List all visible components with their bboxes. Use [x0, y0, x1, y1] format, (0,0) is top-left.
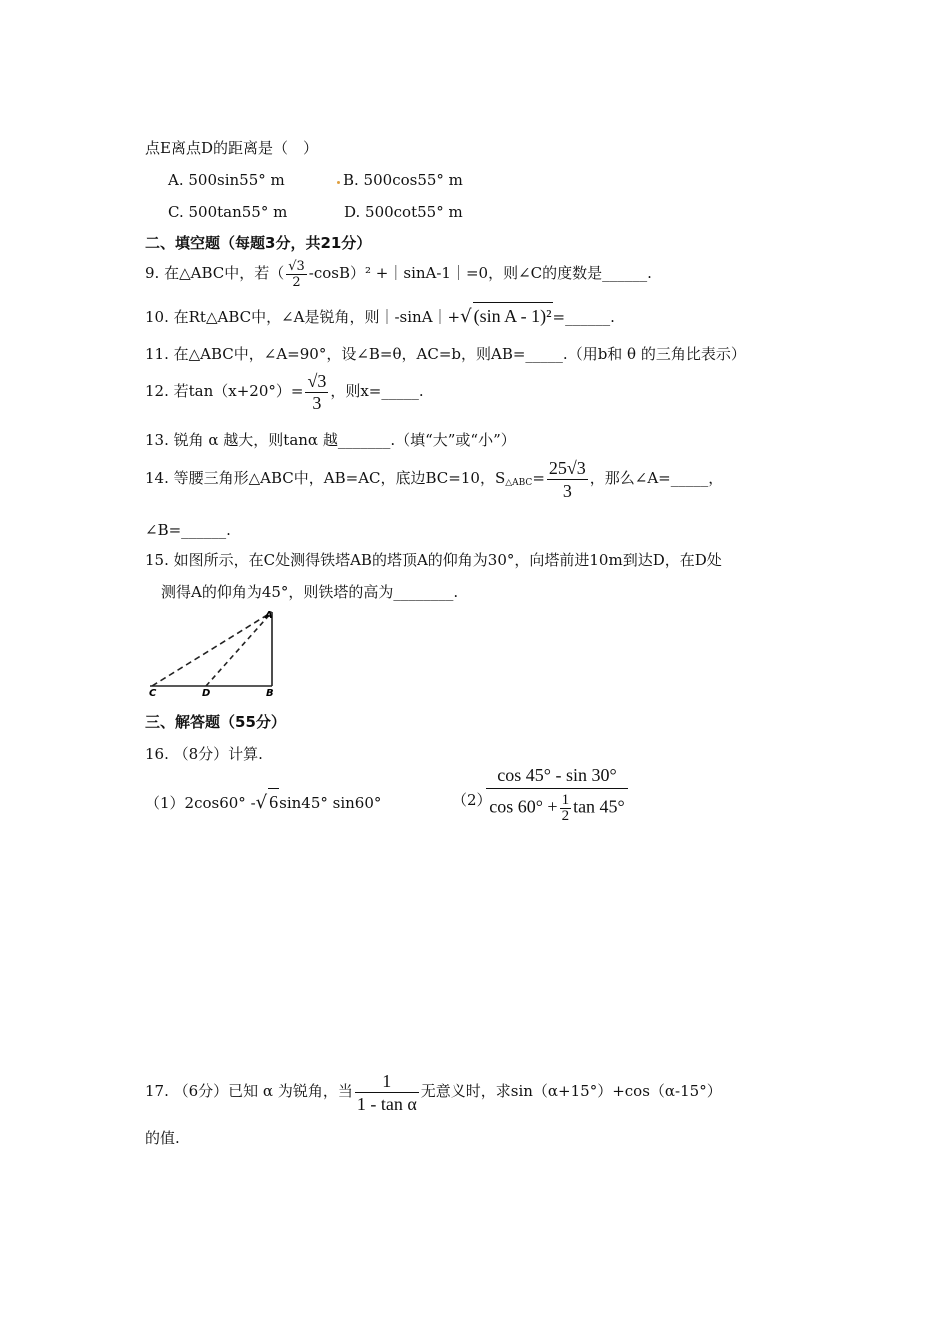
- label-c: C: [149, 688, 157, 698]
- section-2-title: 二、填空题（每题3分，共21分）: [145, 234, 372, 252]
- q11: 11. 在△ABC中，∠A=90°，设∠B=θ，AC=b，则AB=_____.（用b和 θ 的三角比表示）: [145, 345, 746, 363]
- q9-fraction-num: √3: [288, 258, 305, 274]
- q10: [145, 302, 615, 330]
- q16-title: 16. （8分）计算.: [145, 745, 263, 763]
- sightline-d: [206, 612, 272, 686]
- q15-line2: 测得A的仰角为45°，则铁塔的高为________.: [161, 583, 459, 601]
- marker-dot: [337, 181, 340, 184]
- q8-option-b: B. 500cos55° m: [343, 171, 463, 189]
- q17-prefix: 17. （6分）已知 α 为锐角，当: [145, 1082, 353, 1100]
- q15-line1: 15. 如图所示，在C处测得铁塔AB的塔顶A的仰角为30°，向塔前进10m到达D，在D处: [145, 551, 722, 569]
- q10-radicand: (sin A - 1)²: [473, 302, 553, 329]
- q8-option-b-row: [334, 170, 463, 190]
- q9-fraction: [286, 259, 307, 290]
- q16-half-den: 2: [561, 808, 570, 824]
- q17-line2: 的值.: [145, 1129, 180, 1147]
- q16-part2-den-a: cos 60° +: [489, 796, 558, 817]
- q12: [145, 368, 424, 414]
- sightline-c: [152, 612, 272, 686]
- q16-part1-radicand: 6: [268, 788, 279, 815]
- q14-equals: =: [532, 469, 545, 487]
- q16-part1-prefix: （1）2cos60° -: [145, 794, 256, 812]
- q17-fraction-num: 1: [382, 1070, 392, 1091]
- q10-prefix: 10. 在Rt△ABC中，∠A是锐角，则｜-sinA｜+: [145, 308, 461, 326]
- q9-prefix: 9. 在△ABC中，若（: [145, 264, 285, 282]
- radical-sign: √: [460, 306, 472, 327]
- q17-suffix: 无意义时，求sin（α+15°）+cos（α-15°）: [420, 1082, 722, 1100]
- q14-fraction-num: 25√3: [548, 457, 586, 478]
- q9-suffix: -cosB）² +｜sinA-1｜=0，则∠C的度数是______.: [308, 264, 652, 282]
- q12-prefix: 12. 若tan（x+20°）=: [145, 382, 304, 400]
- label-a: A: [265, 610, 273, 621]
- q14-line2: ∠B=______.: [145, 521, 231, 539]
- q10-suffix: =______.: [552, 308, 615, 326]
- q9-fraction-den: 2: [286, 274, 307, 290]
- q16-part1: [145, 788, 381, 816]
- q14-fraction-den: 3: [547, 479, 588, 502]
- q16-half-num: 1: [561, 792, 570, 808]
- q8-stem-tail: 点E离点D的距离是（ ）: [145, 139, 318, 157]
- radical-sign: √: [255, 792, 268, 813]
- q16-part2-den-b: tan 45°: [573, 796, 625, 817]
- section-3-title: 三、解答题（55分）: [145, 713, 286, 731]
- q16-part1-suffix: sin45° sin60°: [279, 794, 382, 812]
- q13: 13. 锐角 α 越大，则tanα 越_______.（填“大”或“小”）: [145, 431, 516, 449]
- q17: [145, 1068, 722, 1115]
- q14-prefix: 14. 等腰三角形△ABC中，AB=AC，底边BC=10，S: [145, 469, 506, 487]
- q17-fraction: [355, 1070, 419, 1115]
- q16-part2-label: （2）: [452, 791, 492, 809]
- q16-part2-den: [486, 789, 628, 824]
- q8-option-c: C. 500tan55° m: [168, 203, 288, 221]
- q12-fraction-num: √3: [307, 370, 327, 391]
- q14-fraction: [547, 457, 588, 502]
- q16-part2-num: cos 45° - sin 30°: [486, 762, 628, 789]
- label-b: B: [266, 688, 274, 698]
- q9: [145, 256, 652, 290]
- q12-suffix: ，则x=_____.: [330, 382, 424, 400]
- q14-suffix: ，那么∠A=_____，: [589, 469, 724, 487]
- q16-part2-fraction: [486, 762, 628, 824]
- q8-option-a: A. 500sin55° m: [168, 171, 285, 189]
- q8-option-d: D. 500cot55° m: [344, 203, 463, 221]
- label-d: D: [202, 688, 211, 698]
- q17-fraction-den: 1 - tan α: [356, 1093, 417, 1114]
- q16-half-fraction: [560, 793, 572, 824]
- tower-figure: [140, 606, 290, 698]
- q12-fraction-den: 3: [305, 392, 328, 414]
- q12-fraction: [305, 371, 328, 414]
- q14-subscript: △ABC: [505, 478, 533, 488]
- q14: [145, 454, 723, 507]
